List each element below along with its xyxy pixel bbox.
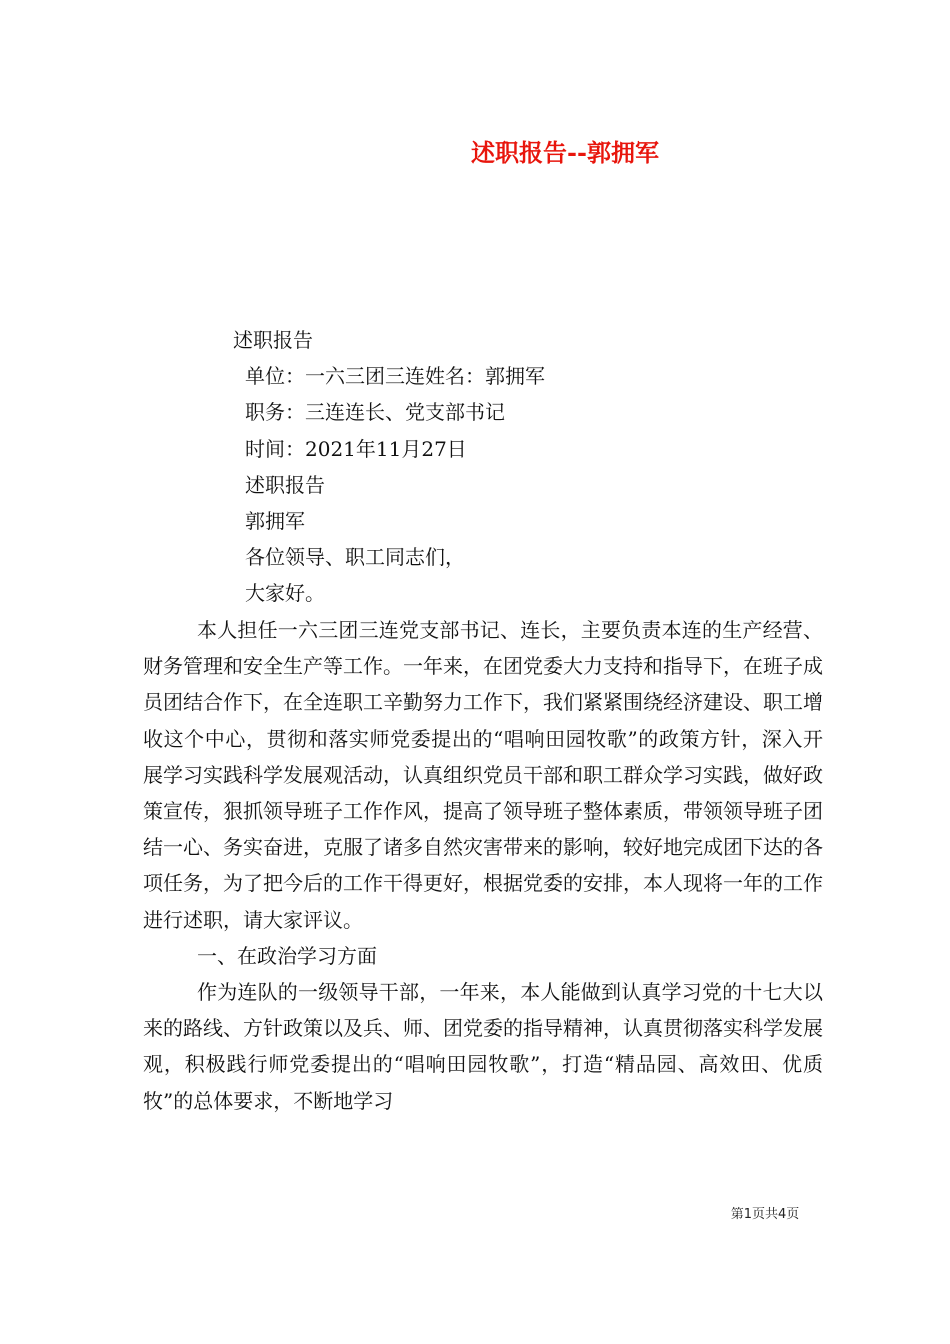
paragraph-intro: 本人担任一六三团三连党支部书记、连长，主要负责本连的生产经营、财务管理和安全生产等工作。一年来，在团党委大力支持和指导下，在班子成员团结合作下，在全连职工辛勤努力工作下，我们紧紧围绕经济建设、职工增收这个中心，贯彻和落实师党委提出的“唱响田园牧歌”的政策方针，深入开展学习实践科学发展观活动，认真组织党员干部和职工群众学习实践，做好政策宣传，狠抓领导班子工作作风，提高了领导班子整体素质，带领领导班子团结一心、务实奋进，克服了诸多自然灾害带来的影响，较好地完成团下达的各项任务，为了把今后的工作干得更好，根据党委的安排，本人现将一年的工作进行述职，请大家评议。 xyxy=(143,618,823,932)
page-footer: 第1页共4页 xyxy=(730,1207,800,1222)
meta-line-report-label: 述职报告 xyxy=(233,328,313,352)
meta-line-author: 郭拥军 xyxy=(245,509,305,533)
meta-line-date: 时间：2021年11月27日 xyxy=(245,437,467,461)
meta-line-greeting: 大家好。 xyxy=(245,581,325,605)
body-text xyxy=(143,612,823,1119)
meta-line-report-heading: 述职报告 xyxy=(245,473,325,497)
document-title: 述职报告--郭拥军 xyxy=(471,138,659,167)
section-heading-political-study: 一、在政治学习方面 xyxy=(197,943,377,968)
meta-line-salutation: 各位领导、职工同志们， xyxy=(245,545,465,569)
meta-line-position: 职务：三连连长、党支部书记 xyxy=(245,400,505,424)
paragraph-political-study: 作为连队的一级领导干部，一年来，本人能做到认真学习党的十七大以来的路线、方针政策以及兵、师、团党委的指导精神，认真贯彻落实科学发展观，积极践行师党委提出的“唱响田园牧歌”，打造“精品园、高效田、优质牧”的总体要求，不断地学习 xyxy=(143,980,823,1113)
meta-line-unit-name: 单位：一六三团三连姓名：郭拥军 xyxy=(245,364,545,388)
